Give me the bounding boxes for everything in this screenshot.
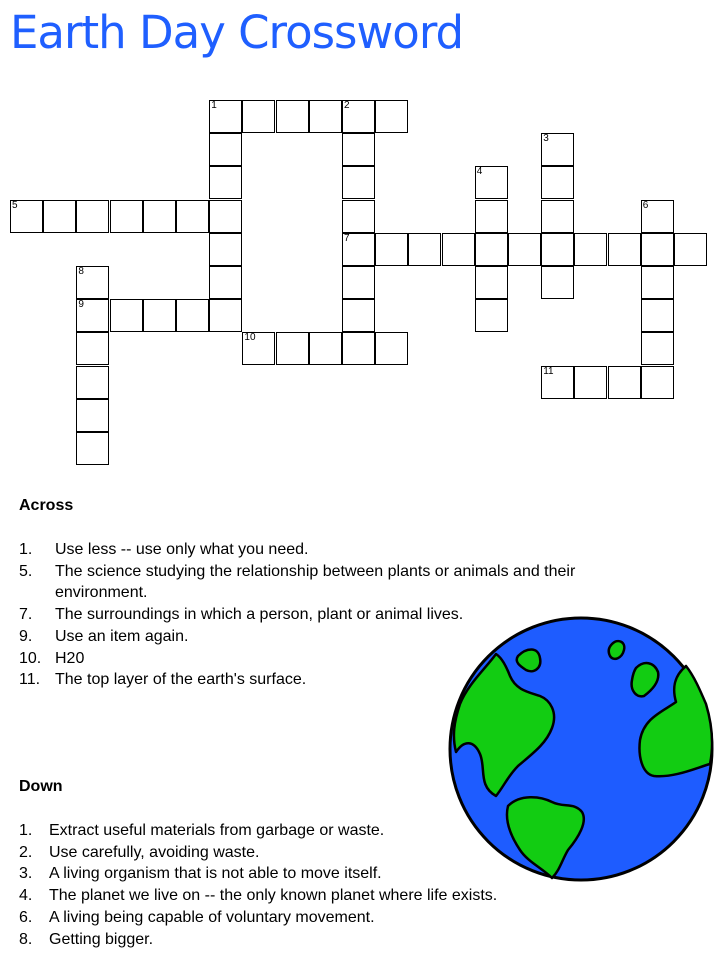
- crossword-cell[interactable]: [342, 299, 375, 332]
- clue-item: 2. Use carefully, avoiding waste.: [19, 843, 260, 861]
- crossword-cell[interactable]: [375, 100, 408, 133]
- clue-number-label: 4: [476, 166, 483, 178]
- crossword-cell[interactable]: [342, 166, 375, 199]
- crossword-cell[interactable]: [209, 100, 242, 133]
- crossword-cell[interactable]: [110, 200, 143, 233]
- crossword-cell[interactable]: [641, 200, 674, 233]
- crossword-cell[interactable]: [541, 133, 574, 166]
- crossword-cell[interactable]: [342, 133, 375, 166]
- crossword-cell[interactable]: [475, 266, 508, 299]
- crossword-cell[interactable]: [209, 299, 242, 332]
- crossword-cell[interactable]: [342, 332, 375, 365]
- crossword-cell[interactable]: [641, 366, 674, 399]
- crossword-cell[interactable]: [143, 299, 176, 332]
- crossword-cell[interactable]: [76, 200, 109, 233]
- crossword-cell[interactable]: [209, 233, 242, 266]
- crossword-cell[interactable]: [641, 299, 674, 332]
- crossword-cell[interactable]: [574, 366, 607, 399]
- crossword-cell[interactable]: [475, 200, 508, 233]
- crossword-cell[interactable]: [242, 100, 275, 133]
- crossword-cell[interactable]: [641, 332, 674, 365]
- crossword-cell[interactable]: [541, 266, 574, 299]
- crossword-cell[interactable]: [43, 200, 76, 233]
- clue-number-label: 1: [211, 100, 217, 111]
- clue-number-label: 10: [244, 332, 256, 344]
- clue-number-label: 11: [543, 365, 554, 377]
- crossword-cell[interactable]: [209, 200, 242, 233]
- crossword-cell[interactable]: [541, 233, 574, 266]
- crossword-cell[interactable]: [475, 299, 508, 332]
- crossword-cell[interactable]: [209, 133, 242, 166]
- clue-number-label: 7: [344, 232, 350, 244]
- crossword-cell[interactable]: [475, 166, 508, 199]
- clue-item: 8. Getting bigger.: [19, 930, 154, 948]
- clue-item: 6. A living being capable of voluntary movement.: [19, 908, 375, 926]
- crossword-cell[interactable]: [76, 299, 109, 332]
- crossword-cell[interactable]: [641, 266, 674, 299]
- earth-globe-icon: [448, 616, 716, 884]
- crossword-cell[interactable]: [242, 332, 275, 365]
- crossword-cell[interactable]: [342, 200, 375, 233]
- crossword-cell[interactable]: [342, 100, 375, 133]
- crossword-cell[interactable]: [110, 299, 143, 332]
- clue-item: 4. The planet we live on -- the only known planet where life exists.: [19, 887, 498, 905]
- clue-item: 10. H20: [19, 649, 85, 667]
- across-heading: Across: [19, 497, 74, 514]
- crossword-cell[interactable]: [176, 200, 209, 233]
- crossword-cell[interactable]: [76, 266, 109, 299]
- crossword-cell[interactable]: [143, 200, 176, 233]
- crossword-cell[interactable]: [408, 233, 441, 266]
- crossword-cell[interactable]: [475, 233, 508, 266]
- clue-item: 7. The surroundings in which a person, plant or animal lives.: [19, 606, 464, 624]
- crossword-cell[interactable]: [276, 100, 309, 133]
- crossword-cell[interactable]: [375, 233, 408, 266]
- crossword-cell[interactable]: [209, 166, 242, 199]
- crossword-cell[interactable]: [176, 299, 209, 332]
- clue-item: 9. Use an item again.: [19, 627, 189, 645]
- crossword-cell[interactable]: [541, 366, 574, 399]
- clue-number-label: 9: [78, 299, 84, 311]
- crossword-cell[interactable]: [342, 266, 375, 299]
- crossword-cell[interactable]: [608, 366, 641, 399]
- crossword-cell[interactable]: [309, 332, 342, 365]
- crossword-cell[interactable]: [76, 399, 109, 432]
- clue-item: 1. Use less -- use only what you need.: [19, 541, 309, 558]
- crossword-cell[interactable]: [342, 233, 375, 266]
- crossword-cell[interactable]: [76, 432, 109, 465]
- clue-number-label: 2: [344, 100, 350, 111]
- crossword-cell[interactable]: [442, 233, 475, 266]
- crossword-cell[interactable]: [76, 366, 109, 399]
- crossword-cell[interactable]: [276, 332, 309, 365]
- crossword-cell[interactable]: [574, 233, 607, 266]
- page-title: Earth Day Crossword: [10, 6, 464, 59]
- clue-item: 1. Extract useful materials from garbage or waste.: [19, 822, 385, 839]
- crossword-cell[interactable]: [641, 233, 674, 266]
- crossword-cell[interactable]: [209, 266, 242, 299]
- clue-number-label: 3: [543, 133, 549, 145]
- earth-land: [609, 641, 625, 659]
- clue-number-label: 6: [642, 199, 649, 211]
- crossword-cell[interactable]: [508, 233, 541, 266]
- down-heading: Down: [19, 778, 63, 795]
- clue-item: 5. The science studying the relationship between plants or animals and their environment.: [19, 562, 576, 602]
- clue-number-label: 8: [78, 266, 84, 277]
- crossword-cell[interactable]: [309, 100, 342, 133]
- crossword-cell[interactable]: [10, 200, 43, 233]
- clue-number-label: 5: [12, 199, 18, 211]
- crossword-cell[interactable]: [541, 200, 574, 233]
- crossword-cell[interactable]: [76, 332, 109, 365]
- crossword-cell[interactable]: [608, 233, 641, 266]
- clue-item: 11. The top layer of the earth's surface.: [19, 671, 307, 689]
- crossword-cell[interactable]: [541, 166, 574, 199]
- crossword-cell[interactable]: [375, 332, 408, 365]
- crossword-cell[interactable]: [674, 233, 707, 266]
- clue-item: 3. A living organism that is not able to move itself.: [19, 865, 382, 883]
